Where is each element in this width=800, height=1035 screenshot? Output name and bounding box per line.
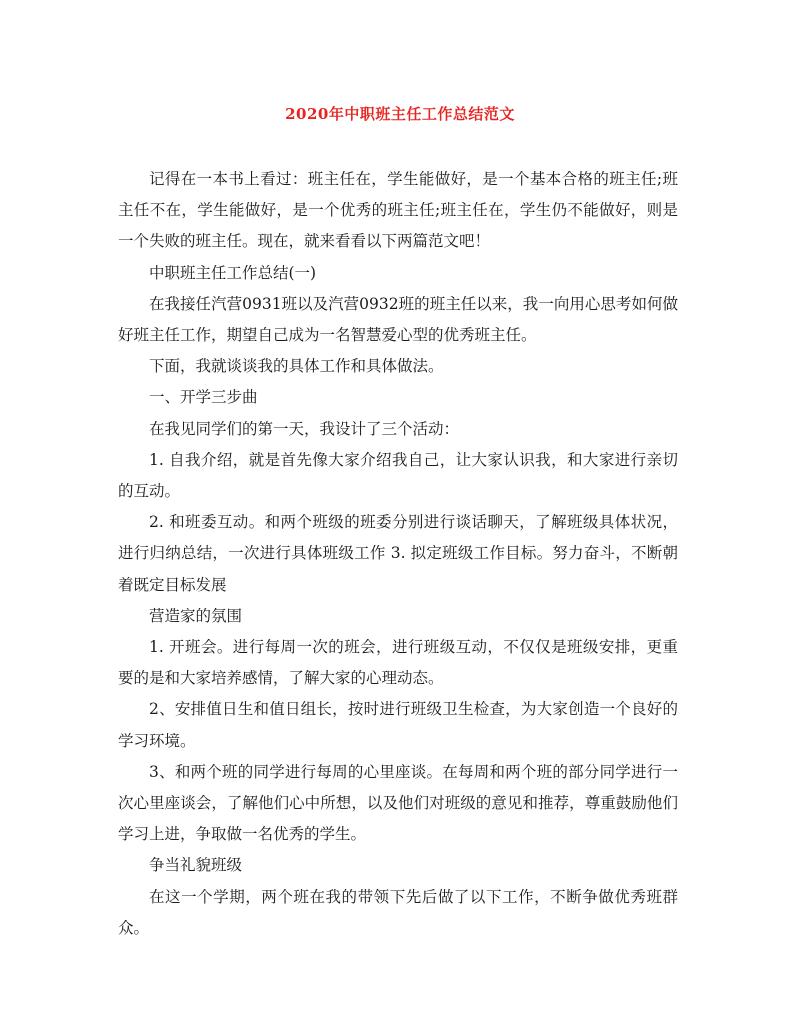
paragraph: 在这一个学期，两个班在我的带领下先后做了以下工作，不断争做优秀班群众。: [118, 887, 678, 937]
paragraph: 下面，我就谈谈我的具体工作和具体做法。: [149, 357, 444, 376]
paragraph: 2. 和班委互动。和两个班级的班委分别进行谈话聊天，了解班级具体状况，进行归纳总结，一次进行具体班级工作 3. 拟定班级工作目标。努力奋斗，不断朝着既定目标发展: [118, 513, 678, 594]
paragraph: 1. 自我介绍，就是首先像大家介绍我自己，让大家认识我，和大家进行亲切的互动。: [118, 450, 678, 501]
paragraph: 2、安排值日生和值日组长，按时进行班级卫生检查，为大家创造一个良好的学习环境。: [118, 700, 678, 750]
paragraph: 3、和两个班的同学进行每周的心里座谈。在每周和两个班的部分同学进行一次心里座谈会，了解他们心中所想，以及他们对班级的意见和推荐，尊重鼓励他们学习上进，争取做一名优秀的学生。: [118, 762, 678, 844]
paragraph-subheading: 营造家的氛围: [149, 606, 243, 625]
paragraph-intro: 记得在一本书上看过：班主任在，学生能做好，是一个基本合格的班主任;班主任不在，学生能做好，是一个优秀的班主任;班主任在，学生仍不能做好，则是一个失败的班主任。现在，就来看看以下两篇范文吧！: [118, 170, 678, 251]
paragraph-subheading: 一、开学三步曲: [149, 388, 258, 407]
document-body: [118, 164, 678, 944]
paragraph: 1. 开班会。进行每周一次的班会，进行班级互动，不仅仅是班级安排，更重要的是和大家培养感情，了解大家的心理动态。: [118, 638, 678, 688]
paragraph-section-heading: 中职班主任工作总结(一): [149, 263, 317, 282]
paragraph: 在我接任汽营0931班以及汽营0932班的班主任以来，我一向用心思考如何做好班主任工作，期望自己成为一名智慧爱心型的优秀班主任。: [118, 294, 678, 345]
paragraph-subheading: 争当礼貌班级: [149, 856, 243, 875]
paragraph: 在我见同学们的第一天，我设计了三个活动：: [149, 419, 460, 438]
document-title: 2020年中职班主任工作总结范文: [285, 105, 515, 123]
